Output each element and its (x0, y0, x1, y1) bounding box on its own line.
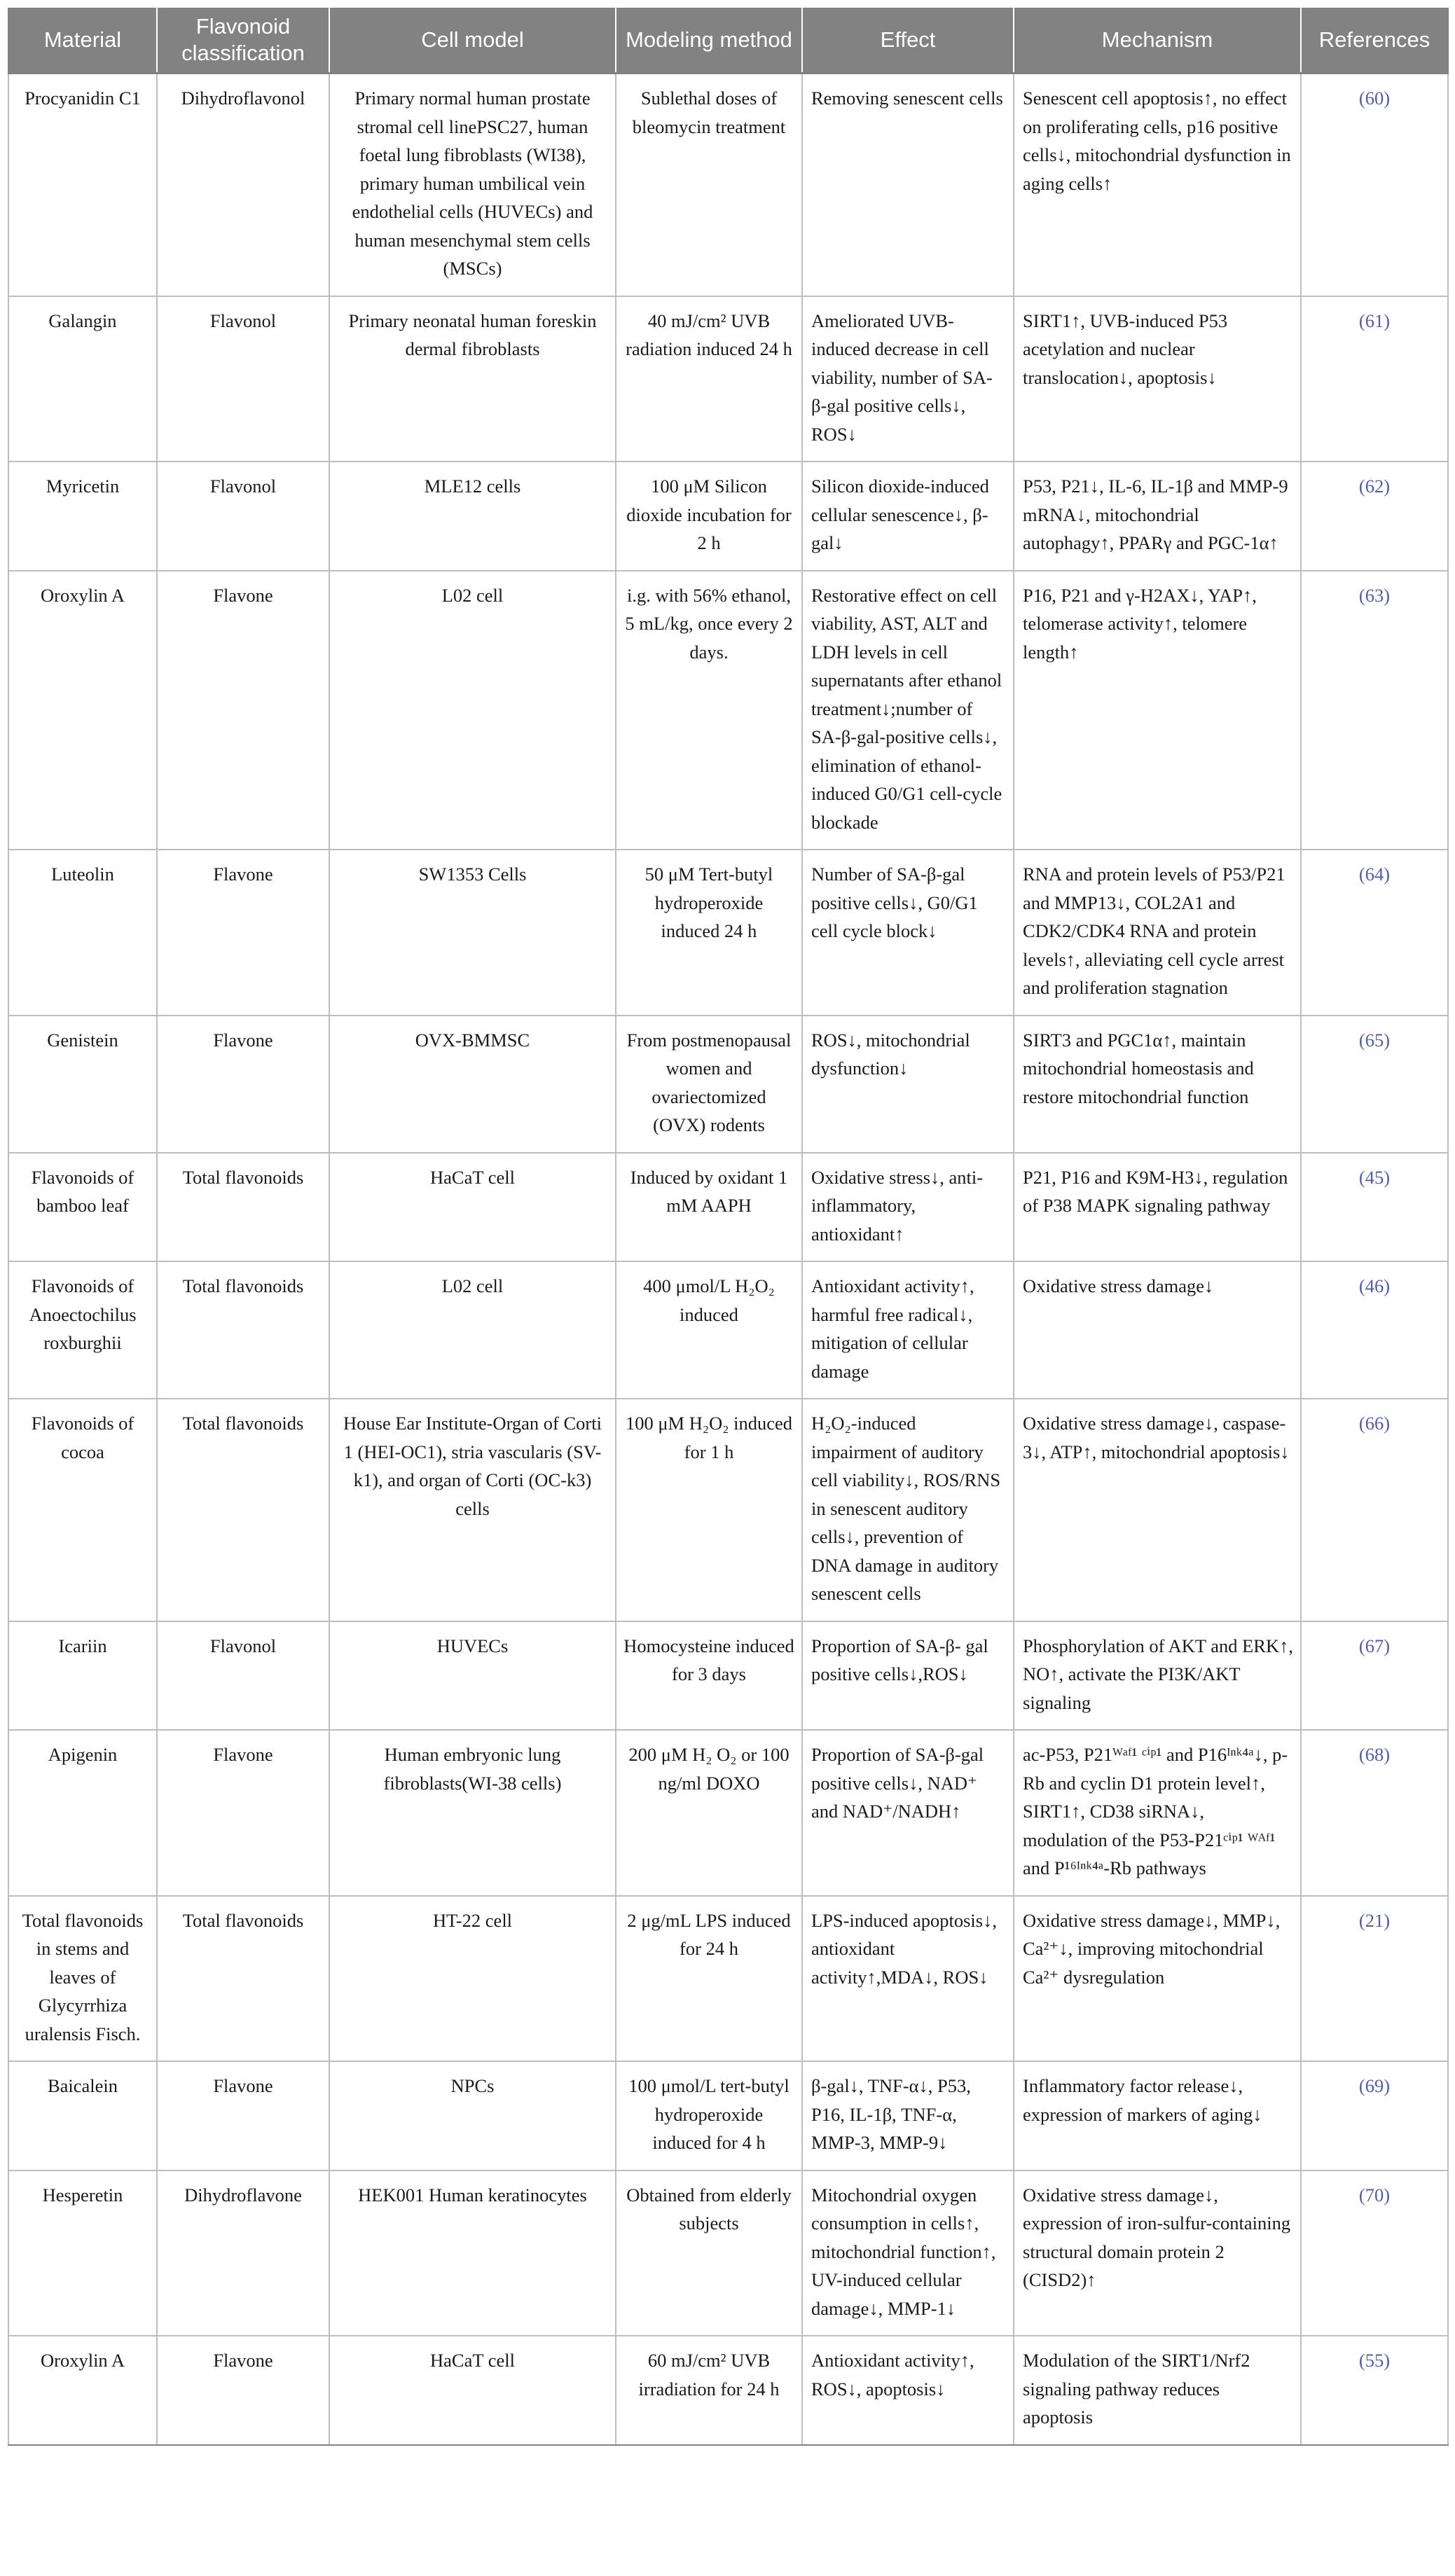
table-row (8, 1153, 1448, 1262)
cell-model-cell: House Ear Institute-Organ of Corti 1 (HEI-OC1), stria vascularis (SV-k1), and organ of Corti (OC-k3) cells (329, 1399, 616, 1621)
modeling-method-cell: 400 μmol/L H₂O₂ induced (616, 1261, 802, 1399)
cell-model-cell: NPCs (329, 2061, 616, 2170)
modeling-method-cell: 100 μM H₂O₂ induced for 1 h (616, 1399, 802, 1621)
classification-cell: Total flavonoids (157, 1896, 329, 2062)
reference-link[interactable]: (66) (1301, 1399, 1448, 1621)
header-classification: Flavonoid classification (157, 8, 329, 74)
table-body (8, 74, 1448, 2445)
header-references: References (1301, 8, 1448, 74)
material-cell: Oroxylin A (8, 2336, 157, 2445)
mechanism-cell: P53, P21↓, IL-6, IL-1β and MMP-9 mRNA↓, mitochondrial autophagy↑, PPARγ and PGC-1α↑ (1014, 462, 1301, 571)
effect-cell: ROS↓, mitochondrial dysfunction↓ (802, 1016, 1014, 1153)
cell-model-cell: Human embryonic lung fibroblasts(WI-38 cells) (329, 1730, 616, 1896)
classification-cell: Flavone (157, 1730, 329, 1896)
reference-link[interactable]: (62) (1301, 462, 1448, 571)
effect-cell: LPS-induced apoptosis↓, antioxidant activity↑,MDA↓, ROS↓ (802, 1896, 1014, 2062)
effect-cell: Proportion of SA-β- gal positive cells↓,ROS↓ (802, 1621, 1014, 1731)
material-cell: Luteolin (8, 850, 157, 1016)
material-cell: Flavonoids of cocoa (8, 1399, 157, 1621)
mechanism-cell: Modulation of the SIRT1/Nrf2 signaling pathway reduces apoptosis (1014, 2336, 1301, 2445)
cell-model-cell: L02 cell (329, 1261, 616, 1399)
table-row (8, 1261, 1448, 1399)
classification-cell: Flavonol (157, 296, 329, 462)
modeling-method-cell: Sublethal doses of bleomycin treatment (616, 74, 802, 296)
table-header (8, 8, 1448, 74)
cell-model-cell: SW1353 Cells (329, 850, 616, 1016)
material-cell: Flavonoids of bamboo leaf (8, 1153, 157, 1262)
effect-cell: Antioxidant activity↑, ROS↓, apoptosis↓ (802, 2336, 1014, 2445)
header-cell-model: Cell model (329, 8, 616, 74)
reference-link[interactable]: (69) (1301, 2061, 1448, 2170)
table-row (8, 1399, 1448, 1621)
mechanism-cell: Oxidative stress damage↓, MMP↓, Ca²⁺↓, improving mitochondrial Ca²⁺ dysregulation (1014, 1896, 1301, 2062)
modeling-method-cell: From postmenopausal women and ovariectomized (OVX) rodents (616, 1016, 802, 1153)
mechanism-cell: Senescent cell apoptosis↑, no effect on proliferating cells, p16 positive cells↓, mitochondrial dysfunction in aging cells↑ (1014, 74, 1301, 296)
effect-cell: Proportion of SA-β-gal positive cells↓, NAD⁺ and NAD⁺/NADH↑ (802, 1730, 1014, 1896)
effect-cell: Number of SA-β-gal positive cells↓, G0/G1 cell cycle block↓ (802, 850, 1014, 1016)
flavonoid-senescence-table (8, 8, 1449, 2446)
mechanism-cell: Phosphorylation of AKT and ERK↑, NO↑, activate the PI3K/AKT signaling (1014, 1621, 1301, 1731)
material-cell: Procyanidin C1 (8, 74, 157, 296)
table-row (8, 850, 1448, 1016)
reference-link[interactable]: (60) (1301, 74, 1448, 296)
flavonoid-table-container (8, 8, 1447, 2446)
reference-link[interactable]: (64) (1301, 850, 1448, 1016)
classification-cell: Flavone (157, 850, 329, 1016)
table-row (8, 462, 1448, 571)
table-row (8, 2061, 1448, 2170)
modeling-method-cell: Induced by oxidant 1 mM AAPH (616, 1153, 802, 1262)
classification-cell: Dihydroflavonol (157, 74, 329, 296)
reference-link[interactable]: (67) (1301, 1621, 1448, 1731)
material-cell: Myricetin (8, 462, 157, 571)
effect-cell: β-gal↓, TNF-α↓, P53, P16, IL-1β, TNF-α, MMP-3, MMP-9↓ (802, 2061, 1014, 2170)
classification-cell: Flavonol (157, 462, 329, 571)
effect-cell: Ameliorated UVB-induced decrease in cell viability, number of SA-β-gal positive cells↓, ROS↓ (802, 296, 1014, 462)
modeling-method-cell: 50 μM Tert-butyl hydroperoxide induced 24 h (616, 850, 802, 1016)
cell-model-cell: HaCaT cell (329, 2336, 616, 2445)
header-row (8, 8, 1448, 74)
material-cell: Flavonoids of Anoectochilus roxburghii (8, 1261, 157, 1399)
mechanism-cell: SIRT3 and PGC1α↑, maintain mitochondrial homeostasis and restore mitochondrial function (1014, 1016, 1301, 1153)
classification-cell: Dihydroflavone (157, 2170, 329, 2336)
table-row (8, 74, 1448, 296)
classification-cell: Total flavonoids (157, 1399, 329, 1621)
classification-cell: Flavone (157, 1016, 329, 1153)
effect-cell: Silicon dioxide-induced cellular senescence↓, β-gal↓ (802, 462, 1014, 571)
table-row (8, 2170, 1448, 2336)
reference-link[interactable]: (45) (1301, 1153, 1448, 1262)
modeling-method-cell: 40 mJ/cm² UVB radiation induced 24 h (616, 296, 802, 462)
table-row (8, 571, 1448, 850)
effect-cell: Oxidative stress↓, anti-inflammatory, antioxidant↑ (802, 1153, 1014, 1262)
reference-link[interactable]: (63) (1301, 571, 1448, 850)
material-cell: Genistein (8, 1016, 157, 1153)
mechanism-cell: Oxidative stress damage↓, caspase-3↓, ATP↑, mitochondrial apoptosis↓ (1014, 1399, 1301, 1621)
cell-model-cell: HUVECs (329, 1621, 616, 1731)
reference-link[interactable]: (55) (1301, 2336, 1448, 2445)
header-modeling-method: Modeling method (616, 8, 802, 74)
reference-link[interactable]: (70) (1301, 2170, 1448, 2336)
cell-model-cell: MLE12 cells (329, 462, 616, 571)
mechanism-cell: Oxidative stress damage↓, expression of iron-sulfur-containing structural domain protein 2 (CISD2)↑ (1014, 2170, 1301, 2336)
mechanism-cell: P21, P16 and K9M-H3↓, regulation of P38 MAPK signaling pathway (1014, 1153, 1301, 1262)
effect-cell: Removing senescent cells (802, 74, 1014, 296)
cell-model-cell: Primary neonatal human foreskin dermal fibroblasts (329, 296, 616, 462)
effect-cell: H₂O₂-induced impairment of auditory cell viability↓, ROS/RNS in senescent auditory cells↓, prevention of DNA damage in auditory senescent cells (802, 1399, 1014, 1621)
reference-link[interactable]: (68) (1301, 1730, 1448, 1896)
material-cell: Hesperetin (8, 2170, 157, 2336)
mechanism-cell: ac-P53, P21ᵂᵃᶠ¹ ᶜⁱᵖ¹ and P16ᴵⁿᵏ⁴ᵃ↓, p-Rb and cyclin D1 protein level↑, SIRT1↑, CD38 siRNA↓, modulation of the P53-P21ᶜⁱᵖ¹ ᵂᴬᶠ¹ and P¹⁶ᴵⁿᵏ⁴ᵃ-Rb pathways (1014, 1730, 1301, 1896)
table-row (8, 1730, 1448, 1896)
classification-cell: Flavone (157, 571, 329, 850)
reference-link[interactable]: (21) (1301, 1896, 1448, 2062)
mechanism-cell: P16, P21 and γ-H2AX↓, YAP↑, telomerase activity↑, telomere length↑ (1014, 571, 1301, 850)
reference-link[interactable]: (61) (1301, 296, 1448, 462)
header-mechanism: Mechanism (1014, 8, 1301, 74)
modeling-method-cell: i.g. with 56% ethanol, 5 mL/kg, once every 2 days. (616, 571, 802, 850)
modeling-method-cell: 60 mJ/cm² UVB irradiation for 24 h (616, 2336, 802, 2445)
reference-link[interactable]: (65) (1301, 1016, 1448, 1153)
table-row (8, 296, 1448, 462)
header-material: Material (8, 8, 157, 74)
reference-link[interactable]: (46) (1301, 1261, 1448, 1399)
material-cell: Baicalein (8, 2061, 157, 2170)
cell-model-cell: Primary normal human prostate stromal cell linePSC27, human foetal lung fibroblasts (WI38), primary human umbilical vein endothelial cells (HUVECs) and human mesenchymal stem cells (MSCs) (329, 74, 616, 296)
effect-cell: Mitochondrial oxygen consumption in cells↑, mitochondrial function↑, UV-induced cellular damage↓, MMP-1↓ (802, 2170, 1014, 2336)
classification-cell: Flavone (157, 2061, 329, 2170)
mechanism-cell: Inflammatory factor release↓, expression of markers of aging↓ (1014, 2061, 1301, 2170)
modeling-method-cell: Obtained from elderly subjects (616, 2170, 802, 2336)
table-row (8, 1016, 1448, 1153)
modeling-method-cell: 2 μg/mL LPS induced for 24 h (616, 1896, 802, 2062)
header-effect: Effect (802, 8, 1014, 74)
classification-cell: Total flavonoids (157, 1261, 329, 1399)
effect-cell: Antioxidant activity↑, harmful free radical↓, mitigation of cellular damage (802, 1261, 1014, 1399)
material-cell: Icariin (8, 1621, 157, 1731)
effect-cell: Restorative effect on cell viability, AST, ALT and LDH levels in cell supernatants after ethanol treatment↓;number of SA-β-gal-positive cells↓, elimination of ethanol-induced G0/G1 cell-cycle blockade (802, 571, 1014, 850)
modeling-method-cell: Homocysteine induced for 3 days (616, 1621, 802, 1731)
table-row (8, 1621, 1448, 1731)
cell-model-cell: HT-22 cell (329, 1896, 616, 2062)
mechanism-cell: SIRT1↑, UVB-induced P53 acetylation and nuclear translocation↓, apoptosis↓ (1014, 296, 1301, 462)
material-cell: Galangin (8, 296, 157, 462)
modeling-method-cell: 100 μM Silicon dioxide incubation for 2 h (616, 462, 802, 571)
material-cell: Oroxylin A (8, 571, 157, 850)
classification-cell: Flavone (157, 2336, 329, 2445)
mechanism-cell: RNA and protein levels of P53/P21 and MMP13↓, COL2A1 and CDK2/CDK4 RNA and protein levels↑, alleviating cell cycle arrest and proliferation stagnation (1014, 850, 1301, 1016)
classification-cell: Total flavonoids (157, 1153, 329, 1262)
cell-model-cell: HEK001 Human keratinocytes (329, 2170, 616, 2336)
modeling-method-cell: 200 μM H₂ O₂ or 100 ng/ml DOXO (616, 1730, 802, 1896)
table-row (8, 1896, 1448, 2062)
classification-cell: Flavonol (157, 1621, 329, 1731)
cell-model-cell: HaCaT cell (329, 1153, 616, 1262)
material-cell: Apigenin (8, 1730, 157, 1896)
cell-model-cell: L02 cell (329, 571, 616, 850)
mechanism-cell: Oxidative stress damage↓ (1014, 1261, 1301, 1399)
modeling-method-cell: 100 μmol/L tert-butyl hydroperoxide induced for 4 h (616, 2061, 802, 2170)
table-row (8, 2336, 1448, 2445)
cell-model-cell: OVX-BMMSC (329, 1016, 616, 1153)
material-cell: Total flavonoids in stems and leaves of Glycyrrhiza uralensis Fisch. (8, 1896, 157, 2062)
